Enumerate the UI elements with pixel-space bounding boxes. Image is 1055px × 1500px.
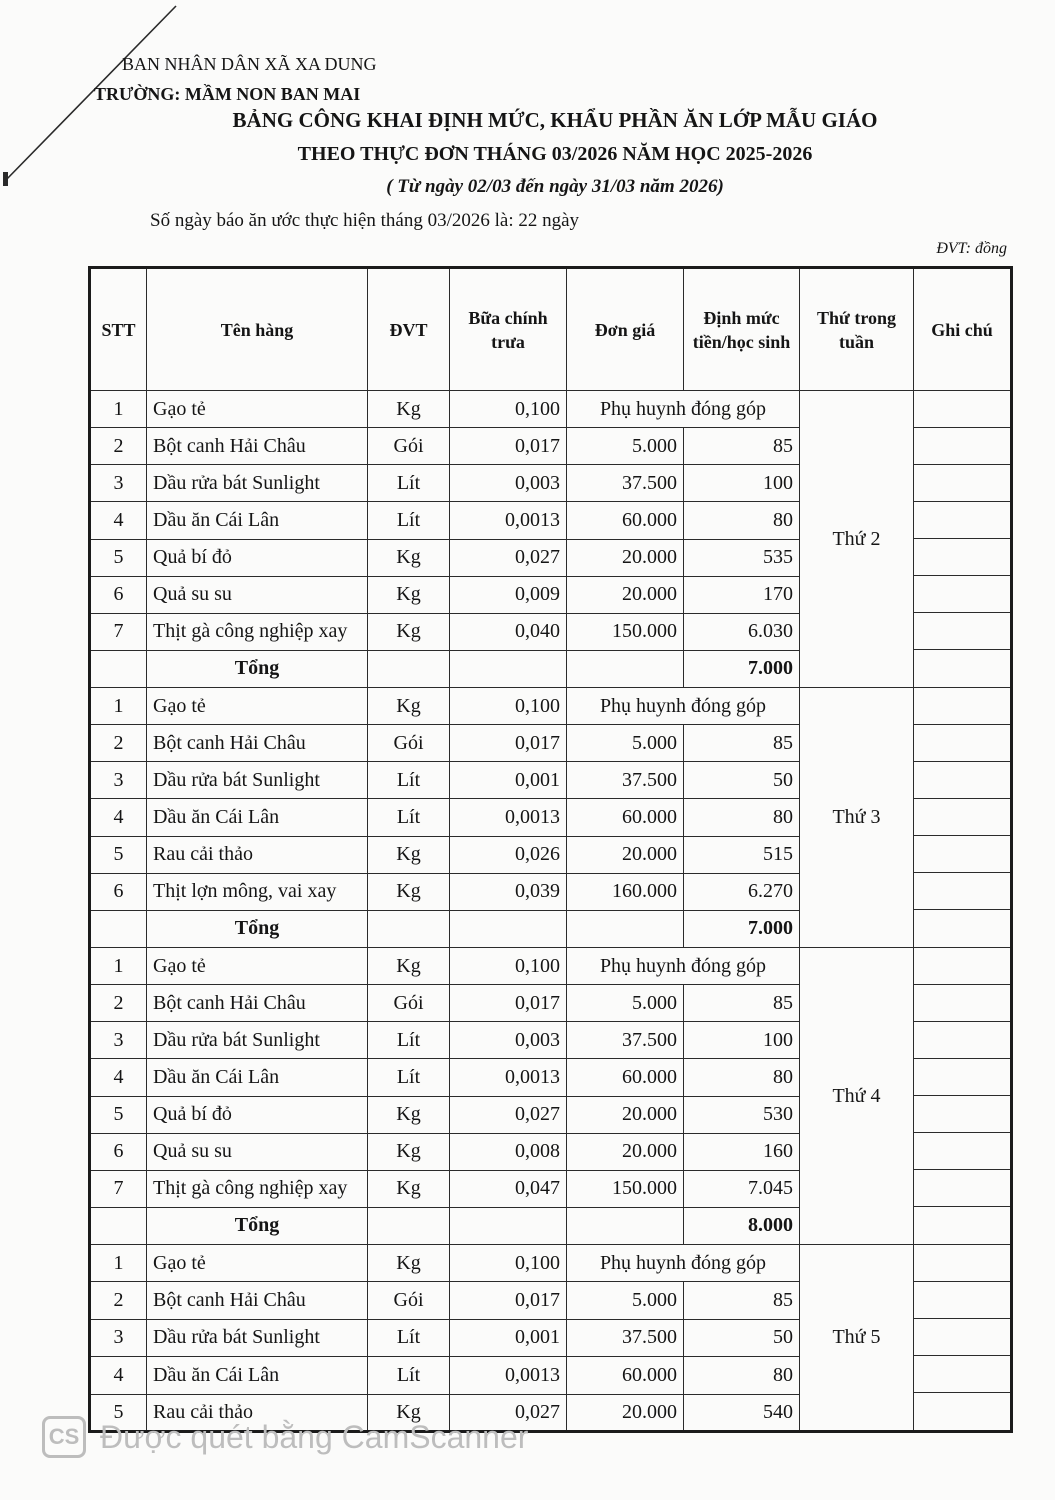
row-stt: 4 [90,1357,147,1394]
table-body [90,391,1012,1432]
row-unit: Gói [368,725,450,762]
note-line [914,836,1010,873]
total-label: Tổng [147,910,368,947]
table-row [90,1245,1012,1282]
row-unit: Kg [368,613,450,650]
row-stt: 5 [90,1394,147,1431]
row-item-name: Dầu rửa bát Sunlight [147,1319,368,1356]
weekday-cell: Thứ 2 [800,391,914,688]
note-line [914,1282,1010,1319]
note-cell [914,948,1012,1245]
row-stt: 3 [90,465,147,502]
weekday-cell: Thứ 5 [800,1245,914,1432]
row-item-name: Dầu rửa bát Sunlight [147,465,368,502]
note-line [914,428,1010,465]
row-item-name: Rau cải thảo [147,836,368,873]
note-line [914,1245,1010,1282]
unit-note: ĐVT: đồng [936,240,1007,257]
row-stt: 5 [90,539,147,576]
row-item-name: Gạo tẻ [147,688,368,725]
col-note: Ghi chú [914,268,1012,391]
row-lunch-qty: 0,100 [450,391,567,428]
row-quota: 80 [684,1357,800,1394]
row-item-name: Quả bí đỏ [147,539,368,576]
row-lunch-qty: 0,100 [450,948,567,985]
row-lunch-qty: 0,100 [450,688,567,725]
row-lunch-qty: 0,100 [450,1245,567,1282]
row-item-name: Quả su su [147,576,368,613]
row-unit-price: 60.000 [567,1357,684,1394]
note-line [914,762,1010,799]
col-weekday: Thứ trong tuần [800,268,914,391]
row-lunch-qty: 0,001 [450,762,567,799]
row-unit: Kg [368,836,450,873]
row-item-name: Rau cải thảo [147,1394,368,1431]
row-lunch-qty: 0,0013 [450,1059,567,1096]
note-cell [914,391,1012,688]
row-quota: 50 [684,762,800,799]
total-stt-empty [90,910,147,947]
row-parent-contribution: Phụ huynh đóng góp [567,1245,800,1282]
row-unit-price: 60.000 [567,502,684,539]
col-price: Đơn giá [567,268,684,391]
note-line [914,725,1010,762]
total-unit-empty [368,1207,450,1244]
row-unit-price: 20.000 [567,1133,684,1170]
total-value: 7.000 [684,650,800,687]
row-item-name: Quả su su [147,1133,368,1170]
row-stt: 3 [90,762,147,799]
row-item-name: Dầu ăn Cái Lân [147,799,368,836]
row-parent-contribution: Phụ huynh đóng góp [567,391,800,428]
row-stt: 5 [90,1096,147,1133]
row-unit: Kg [368,391,450,428]
row-lunch-qty: 0,047 [450,1170,567,1207]
row-item-name: Gạo tẻ [147,1245,368,1282]
row-stt: 3 [90,1319,147,1356]
total-price-empty [567,650,684,687]
total-unit-empty [368,650,450,687]
note-line [914,873,1010,910]
row-item-name: Quả bí đỏ [147,1096,368,1133]
total-lunch-empty [450,1207,567,1244]
row-lunch-qty: 0,003 [450,465,567,502]
row-lunch-qty: 0,017 [450,1282,567,1319]
total-value: 8.000 [684,1207,800,1244]
row-unit: Kg [368,1245,450,1282]
weekday-cell: Thứ 3 [800,688,914,948]
row-lunch-qty: 0,040 [450,613,567,650]
total-label: Tổng [147,1207,368,1244]
camscanner-watermark [42,1416,528,1458]
col-name: Tên hàng [147,268,368,391]
row-unit-price: 150.000 [567,613,684,650]
row-lunch-qty: 0,009 [450,576,567,613]
row-unit: Kg [368,1096,450,1133]
row-item-name: Thịt lợn mông, vai xay [147,873,368,910]
table-row [90,391,1012,428]
table-header-row [90,268,1012,391]
note-line [914,576,1010,613]
row-quota: 160 [684,1133,800,1170]
row-lunch-qty: 0,026 [450,836,567,873]
org-line-1: BAN NHÂN DÂN XÃ XA DUNG [122,54,377,74]
row-quota: 85 [684,428,800,465]
row-unit-price: 37.500 [567,465,684,502]
row-lunch-qty: 0,017 [450,725,567,762]
note-line [914,1170,1010,1207]
total-unit-empty [368,910,450,947]
note-line [914,1022,1010,1059]
row-item-name: Dầu ăn Cái Lân [147,1059,368,1096]
row-item-name: Dầu ăn Cái Lân [147,502,368,539]
row-item-name: Bột canh Hải Châu [147,725,368,762]
row-stt: 4 [90,1059,147,1096]
total-price-empty [567,910,684,947]
row-unit-price: 20.000 [567,539,684,576]
row-item-name: Bột canh Hải Châu [147,428,368,465]
row-unit: Lít [368,1319,450,1356]
row-unit: Kg [368,873,450,910]
row-unit-price: 5.000 [567,1282,684,1319]
col-unit: ĐVT [368,268,450,391]
ration-table [88,266,1013,1433]
row-unit-price: 37.500 [567,762,684,799]
row-unit: Lít [368,1059,450,1096]
note-line [914,1393,1010,1430]
total-lunch-empty [450,650,567,687]
row-quota: 515 [684,836,800,873]
days-note: Số ngày báo ăn ước thực hiện tháng 03/2026 là: 22 ngày [150,210,580,231]
row-quota: 6.270 [684,873,800,910]
row-stt: 2 [90,985,147,1022]
row-unit-price: 5.000 [567,428,684,465]
row-stt: 7 [90,613,147,650]
row-parent-contribution: Phụ huynh đóng góp [567,688,800,725]
row-item-name: Dầu rửa bát Sunlight [147,762,368,799]
total-stt-empty [90,1207,147,1244]
col-quota: Định mức tiền/học sinh [684,268,800,391]
row-stt: 3 [90,1022,147,1059]
row-unit-price: 60.000 [567,799,684,836]
row-unit-price: 20.000 [567,576,684,613]
row-stt: 2 [90,428,147,465]
row-unit: Lít [368,502,450,539]
row-lunch-qty: 0,027 [450,1096,567,1133]
row-unit-price: 5.000 [567,985,684,1022]
total-value: 7.000 [684,910,800,947]
row-stt: 4 [90,799,147,836]
row-unit: Gói [368,985,450,1022]
row-stt: 1 [90,391,147,428]
row-stt: 2 [90,725,147,762]
note-line [914,539,1010,576]
org-line-2: TRƯỜNG: MẦM NON BAN MAI [94,84,361,104]
row-quota: 6.030 [684,613,800,650]
note-line [914,613,1010,650]
note-cell [914,688,1012,948]
total-price-empty [567,1207,684,1244]
document-subtitle: THEO THỰC ĐƠN THÁNG 03/2026 NĂM HỌC 2025-2026 [297,143,813,165]
row-item-name: Gạo tẻ [147,391,368,428]
note-line [914,688,1010,725]
row-item-name: Dầu rửa bát Sunlight [147,1022,368,1059]
row-lunch-qty: 0,039 [450,873,567,910]
row-quota: 100 [684,465,800,502]
row-item-name: Bột canh Hải Châu [147,1282,368,1319]
row-quota: 540 [684,1394,800,1431]
note-line [914,1059,1010,1096]
row-stt: 1 [90,1245,147,1282]
row-lunch-qty: 0,0013 [450,799,567,836]
total-stt-empty [90,650,147,687]
row-stt: 5 [90,836,147,873]
row-quota: 7.045 [684,1170,800,1207]
row-quota: 535 [684,539,800,576]
row-stt: 6 [90,873,147,910]
row-stt: 1 [90,688,147,725]
row-unit-price: 5.000 [567,725,684,762]
row-unit-price: 150.000 [567,1170,684,1207]
row-lunch-qty: 0,001 [450,1319,567,1356]
table-row [90,688,1012,725]
row-lunch-qty: 0,027 [450,1394,567,1431]
row-quota: 170 [684,576,800,613]
row-stt: 4 [90,502,147,539]
row-unit: Lít [368,1357,450,1394]
row-item-name: Bột canh Hải Châu [147,985,368,1022]
row-unit: Lít [368,1022,450,1059]
row-lunch-qty: 0,008 [450,1133,567,1170]
row-quota: 85 [684,985,800,1022]
row-quota: 80 [684,1059,800,1096]
row-quota: 80 [684,502,800,539]
row-lunch-qty: 0,0013 [450,1357,567,1394]
note-line [914,1319,1010,1356]
col-stt: STT [90,268,147,391]
row-unit-price: 20.000 [567,836,684,873]
row-stt: 6 [90,1133,147,1170]
weekday-cell: Thứ 4 [800,948,914,1245]
note-line [914,465,1010,502]
row-unit-price: 20.000 [567,1394,684,1431]
note-cell [914,1245,1012,1432]
note-line [914,910,1010,947]
row-quota: 50 [684,1319,800,1356]
note-line [914,1133,1010,1170]
table-row [90,948,1012,985]
col-lunch: Bữa chính trưa [450,268,567,391]
note-line [914,502,1010,539]
row-stt: 6 [90,576,147,613]
row-parent-contribution: Phụ huynh đóng góp [567,948,800,985]
row-quota: 80 [684,799,800,836]
row-stt: 1 [90,948,147,985]
document-title: BẢNG CÔNG KHAI ĐỊNH MỨC, KHẨU PHẦN ĂN LỚP MẪU GIÁO [232,108,878,132]
row-unit: Kg [368,1133,450,1170]
note-line [914,1356,1010,1393]
total-lunch-empty [450,910,567,947]
row-lunch-qty: 0,0013 [450,502,567,539]
note-line [914,948,1010,985]
row-unit: Kg [368,1170,450,1207]
row-quota: 85 [684,725,800,762]
row-unit: Lít [368,799,450,836]
row-quota: 85 [684,1282,800,1319]
total-label: Tổng [147,650,368,687]
row-unit-price: 60.000 [567,1059,684,1096]
camscanner-logo-icon: CS [42,1416,86,1458]
row-unit: Kg [368,948,450,985]
row-lunch-qty: 0,003 [450,1022,567,1059]
row-lunch-qty: 0,017 [450,428,567,465]
row-lunch-qty: 0,027 [450,539,567,576]
row-unit: Kg [368,539,450,576]
row-quota: 100 [684,1022,800,1059]
row-stt: 2 [90,1282,147,1319]
row-unit: Kg [368,576,450,613]
row-unit: Lít [368,762,450,799]
note-line [914,985,1010,1022]
row-unit-price: 20.000 [567,1096,684,1133]
row-stt: 7 [90,1170,147,1207]
row-unit: Gói [368,1282,450,1319]
row-item-name: Thịt gà công nghiệp xay [147,1170,368,1207]
note-line [914,391,1010,428]
row-item-name: Gạo tẻ [147,948,368,985]
row-lunch-qty: 0,017 [450,985,567,1022]
row-quota: 530 [684,1096,800,1133]
row-unit-price: 37.500 [567,1319,684,1356]
note-line [914,1207,1010,1244]
watermark-text: Được quét bằng CamScanner [100,1418,529,1455]
note-line [914,799,1010,836]
row-unit: Lít [368,465,450,502]
row-unit-price: 37.500 [567,1022,684,1059]
row-item-name: Thịt gà công nghiệp xay [147,613,368,650]
note-line [914,650,1010,687]
note-line [914,1096,1010,1133]
row-item-name: Dầu ăn Cái Lân [147,1357,368,1394]
row-unit: Gói [368,428,450,465]
date-range: ( Từ ngày 02/03 đến ngày 31/03 năm 2026) [386,176,724,197]
row-unit: Kg [368,1394,450,1431]
row-unit: Kg [368,688,450,725]
row-unit-price: 160.000 [567,873,684,910]
